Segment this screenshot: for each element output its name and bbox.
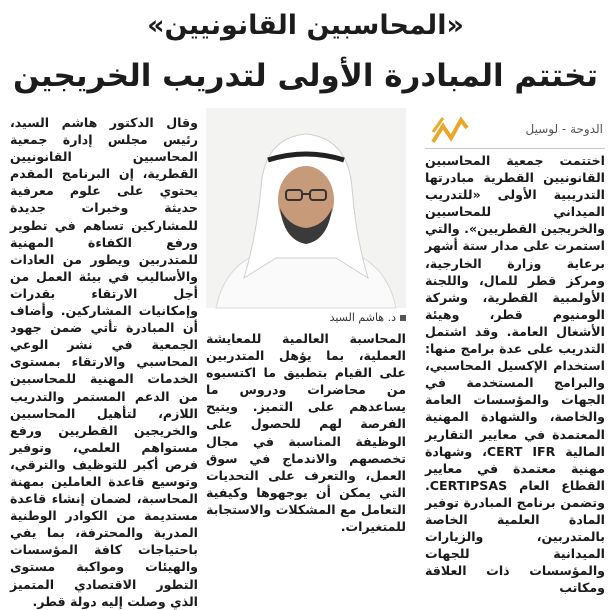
portrait-illustration (206, 108, 406, 308)
article-text-middle: المحاسبة العالمية للمعايشة العملية، بما يؤهل المتدربين على القيام بتطبيق ما اكتسبوه من محاضرات ودروس ما يساعدهم على التميز. ويتيح الفرصة لهم للحصول على الوظيفة المناسبة في مجال تخصصهم والاندماج في سوق العمل، والتعرف على التحديات التي يمكن أن يوجهوها وكيفية التعامل مع المشكلات والاستجابة للمتغيرات. (206, 331, 406, 535)
article-text-left: وقال الدكتور هاشم السيد، رئيس مجلس إدارة جمعية المحاسبين القانونيين القطرية، إن البرنامج المقدم يحتوي على علوم معرفية حديثة وخبرات جديدة للمشاركين تساهم في تطوير ورفع الكفاءة المهنية للمتدربين ويطور من العادات والأساليب في بيئة العمل من أجل الارتقاء بقدرات وإمكانيات المشاركين. وأضاف أن المبادرة تأتي ضمن جهود الجمعية في نشر الوعي المحاسبي والارتقاء بمستوى الخدمات المهنية للمحاسبين من الدعم المستمر والتدريب اللازم، لتأهيل المحاسبين والخريجين القطريين ورفع مستواهم العلمي، وتوفير فرص أكبر للتوظيف والترقي، وتوسيع قاعدة العاملين بمهنة المحاسبة، لضمان إنشاء قاعدة مستديمة من الكوادر الوطنية المدربة والمحترفة، بما يفي باحتياجات كافة المؤسسات والهيئات ومواكبة مستوى التطور الاقتصادي المتميز الذي وصلت إليه دولة قطر. (10, 115, 198, 609)
article-column-right (425, 114, 605, 596)
article-column-left (10, 114, 198, 609)
article-column-middle (206, 330, 406, 535)
portrait-photo (206, 108, 406, 308)
headline-line-2: تختتم المبادرة الأولى لتدريب الخريجين (12, 58, 599, 94)
article-text-right: اختتمت جمعية المحاسبين القانونيين القطرية مبادرتها التدريبية الأولى «للتدريب الميداني للمحاسبين والخريجين القطريين». والتي استمرت على مدار ستة أشهر برعاية وزارة الخارجية، ومركز قطر للمال، واللجنة الأولمبية القطرية، وشركة الومنيوم قطر، وهيئة الأشغال العامة. وقد اشتمل التدريب على عدة برامج منها: استخدام الإكسيل المحاسبي، والبرامج المستخدمة في الجهات والمؤسسات العامة والخاصة، والشهادة المهنية المعتمدة في معايير التقارير المالية CERT IFR، وشهادة مهنية معتمدة في معايير القطاع العام CERTIPSAS. وتضمن برنامج المبادرة توفير المادة العلمية الخاصة بالمتدربين، والزيارات الميدانية للجهات والمؤسسات ذات العلاقة ومكاتب (425, 153, 605, 596)
photo-caption (206, 310, 406, 326)
dateline: الدوحة - لوسيل (525, 122, 603, 136)
photo-caption-text: د. هاشم السيد (329, 311, 396, 324)
headline-line-1: «المحاسبين القانونيين» (147, 10, 464, 41)
caption-bullet-icon (400, 315, 406, 321)
